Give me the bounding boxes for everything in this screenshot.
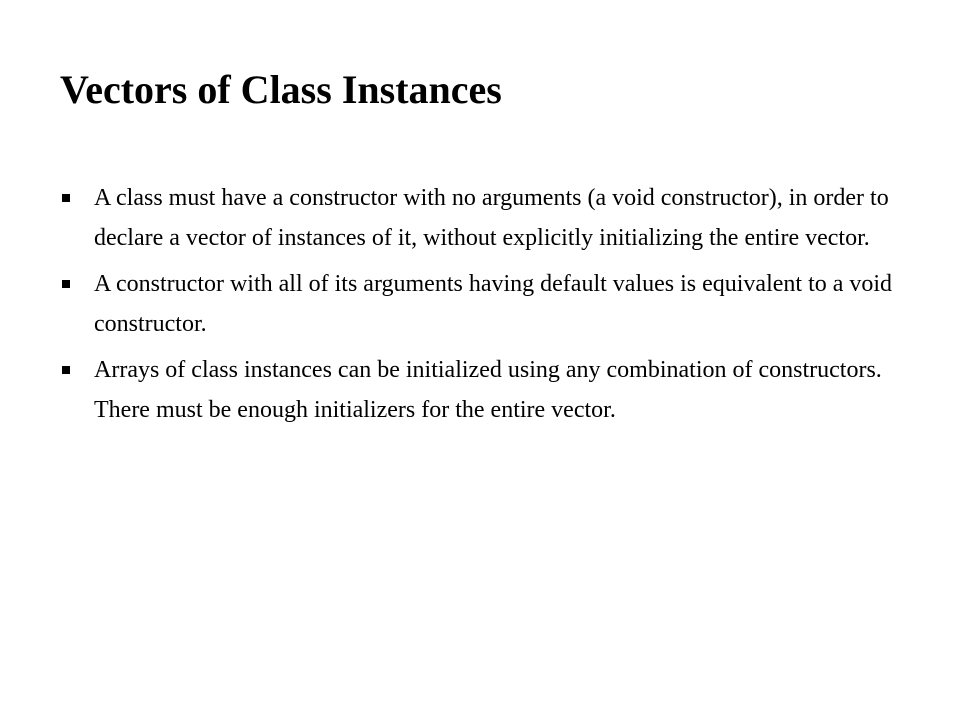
bullet-item <box>56 178 906 258</box>
square-bullet-icon <box>62 194 70 202</box>
square-bullet-icon <box>62 366 70 374</box>
square-bullet-icon <box>62 280 70 288</box>
bullet-item <box>56 350 906 430</box>
bullet-text: A constructor with all of its arguments having default values is equivalent to a void constructor. <box>94 271 893 337</box>
bullet-item <box>56 264 906 344</box>
bullet-text: Arrays of class instances can be initialized using any combination of constructors. There must be enough initializers for the entire vector. <box>94 357 882 423</box>
slide-title: Vectors of Class Instances <box>60 67 502 112</box>
bullet-list <box>56 178 906 436</box>
bullet-text: A class must have a constructor with no arguments (a void constructor), in order to declare a vector of instances of it, without explicitly initializing the entire vector. <box>94 185 889 251</box>
